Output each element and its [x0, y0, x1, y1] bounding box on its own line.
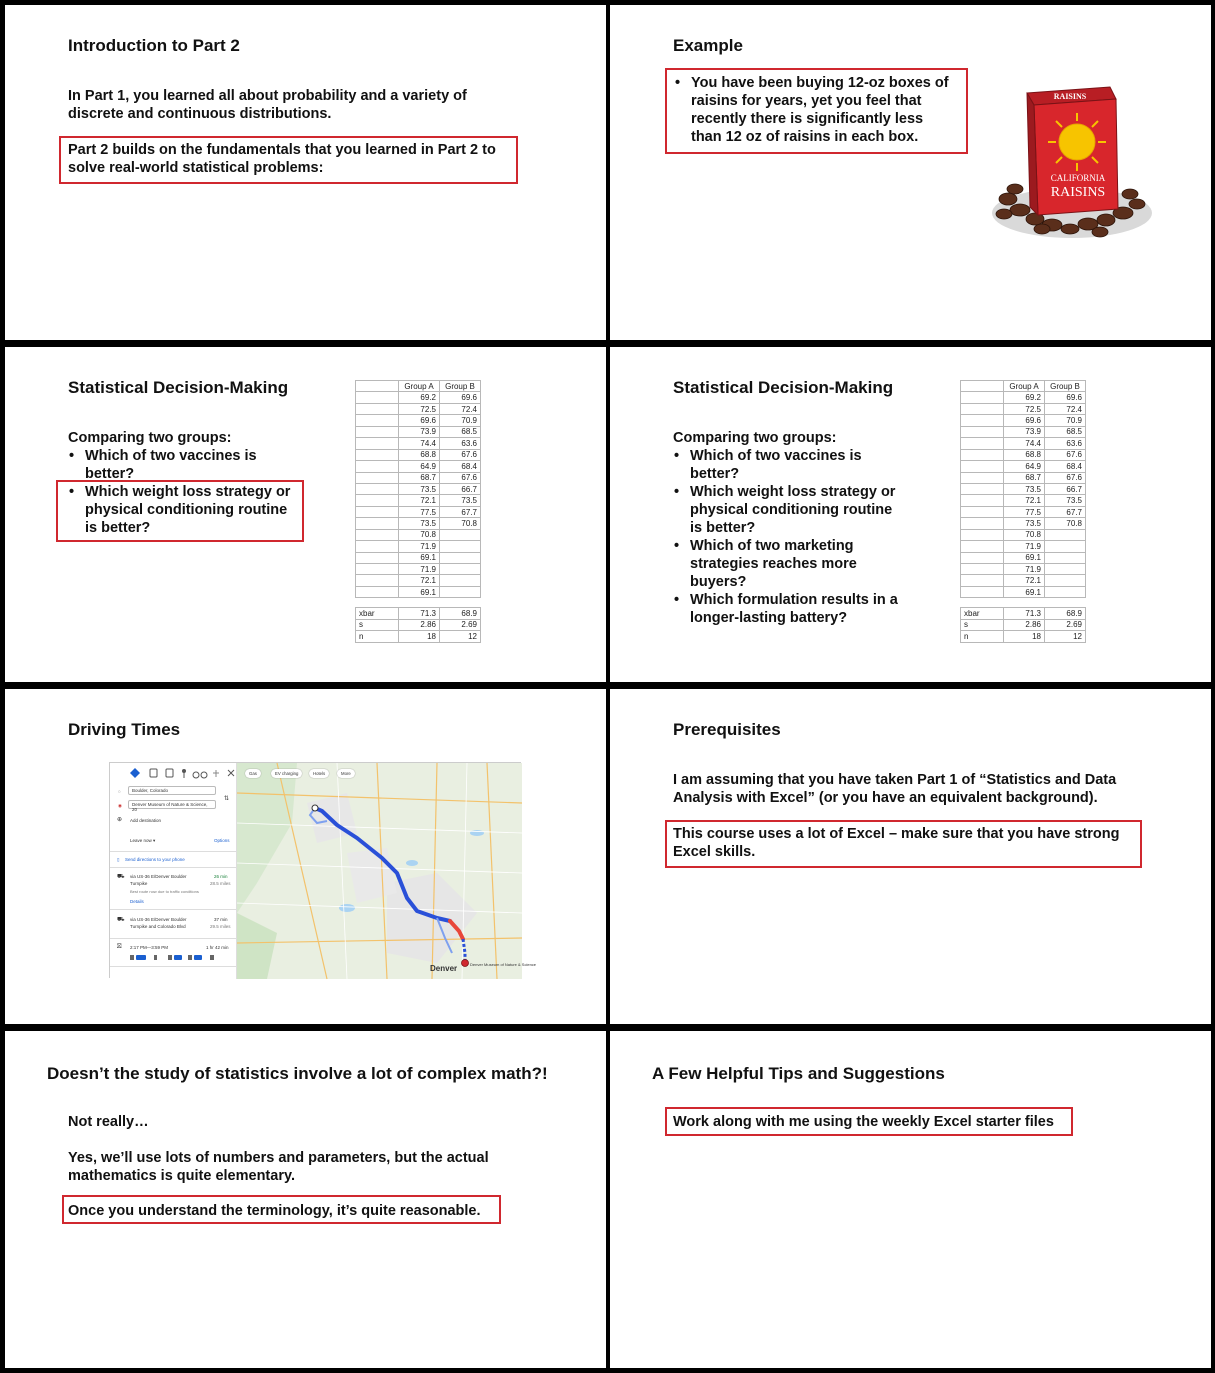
car-icon: ⛟ [117, 917, 125, 923]
table-header-row [356, 381, 481, 392]
table-row [961, 438, 1086, 449]
slide-title: Introduction to Part 2 [68, 36, 240, 55]
table-row [961, 575, 1086, 586]
table-cell: 67.6 [1045, 449, 1086, 460]
table-cell: s [961, 619, 1004, 630]
divider [110, 909, 237, 910]
table-cell: 73.5 [440, 495, 481, 506]
origin-input[interactable]: Boulder, Colorado [128, 786, 216, 795]
table-cell: 68.5 [1045, 426, 1086, 437]
table-cell [440, 552, 481, 563]
table-cell [356, 518, 399, 529]
bullet-line: is better? [690, 520, 756, 536]
table-cell [440, 529, 481, 540]
table-cell: 73.9 [1004, 426, 1045, 437]
details-link[interactable]: Details [130, 899, 144, 904]
slide-title: Prerequisites [673, 720, 781, 739]
bullet-line: recently there is significantly less [691, 111, 924, 127]
add-destination-link[interactable]: Add destination [130, 818, 162, 823]
explanation-line: mathematics is quite elementary. [68, 1168, 295, 1184]
table-cell [356, 529, 399, 540]
table-row [961, 518, 1086, 529]
slide-title: Statistical Decision-Making [673, 378, 894, 397]
intro-text [68, 87, 467, 123]
slide-title: Statistical Decision-Making [68, 378, 289, 397]
table-cell: 70.8 [399, 529, 440, 540]
table-row [356, 438, 481, 449]
table-cell [440, 564, 481, 575]
data-table [960, 380, 1086, 643]
table-cell: 69.6 [1004, 415, 1045, 426]
table-cell: n [356, 631, 399, 642]
table-cell [356, 598, 399, 608]
transit-steps [130, 954, 230, 962]
table-cell [356, 495, 399, 506]
route1-time: 26 min [214, 874, 228, 879]
table-cell [1045, 552, 1086, 563]
swap-icon[interactable]: ⇅ [224, 796, 230, 802]
bullet-line: • Which formulation results in a [690, 592, 898, 608]
intro-line: discrete and continuous distributions. [68, 106, 332, 122]
bullet-line: physical conditioning routine [690, 502, 893, 518]
table-row [356, 541, 481, 552]
slide-driving-times[interactable] [5, 689, 606, 1024]
table-cell [356, 381, 399, 392]
table-cell [961, 483, 1004, 494]
table-row [961, 426, 1086, 437]
table-cell: 63.6 [1045, 438, 1086, 449]
bullet-line: physical conditioning routine [85, 502, 288, 518]
table-cell: 18 [399, 631, 440, 642]
table-stats-row [961, 619, 1086, 630]
box-brand-small: CALIFORNIA [1050, 173, 1106, 183]
table-cell: 68.7 [399, 472, 440, 483]
table-row [356, 403, 481, 414]
table-cell: 72.1 [1004, 575, 1045, 586]
table-cell [961, 586, 1004, 597]
table-stats-row [961, 631, 1086, 642]
highlighted-text [673, 825, 1119, 861]
table-cell [961, 575, 1004, 586]
table-cell: 66.7 [440, 483, 481, 494]
table-cell: 71.9 [1004, 564, 1045, 575]
comparison-intro: Comparing two groups: [68, 430, 232, 446]
table-row [356, 529, 481, 540]
send-directions-link[interactable]: Send directions to your phone [125, 857, 185, 862]
table-row [961, 472, 1086, 483]
bullet-item [68, 447, 290, 483]
table-cell: Group A [399, 381, 440, 392]
table-row [356, 483, 481, 494]
bullet-item [673, 537, 898, 591]
table-cell [356, 541, 399, 552]
table-row [961, 461, 1086, 472]
table-cell: 72.4 [440, 403, 481, 414]
highlighted-text: Work along with me using the weekly Excel starter files [673, 1114, 1054, 1130]
highlighted-line: This course uses a lot of Excel – make sure that you have strong [673, 826, 1120, 842]
slide-title: Driving Times [68, 720, 181, 739]
table-cell: 69.6 [1045, 392, 1086, 403]
table-cell [961, 381, 1004, 392]
example-bullets [674, 74, 949, 146]
route1-distance: 28.5 miles [210, 881, 231, 886]
table-cell [356, 426, 399, 437]
bullet-item [673, 591, 898, 627]
table-cell: 74.4 [399, 438, 440, 449]
table-cell: 73.5 [399, 518, 440, 529]
table-row [961, 495, 1086, 506]
table-cell: 69.1 [1004, 552, 1045, 563]
table-cell [440, 575, 481, 586]
table-cell: 66.7 [1045, 483, 1086, 494]
bullet-line: better? [85, 466, 135, 482]
table-cell [1045, 598, 1086, 608]
table-cell: 72.4 [1045, 403, 1086, 414]
table-cell: 73.9 [399, 426, 440, 437]
table-spacer-row [356, 598, 481, 608]
bullet-line: better? [690, 466, 740, 482]
comparison-intro: Comparing two groups: [673, 430, 837, 446]
map-view[interactable] [237, 763, 537, 979]
hotels-chip[interactable]: Hotels [309, 769, 329, 778]
table-cell: s [356, 619, 399, 630]
table-cell: 64.9 [1004, 461, 1045, 472]
table-row [356, 461, 481, 472]
bullet-line: buyers? [690, 574, 747, 590]
table-cell [1004, 598, 1045, 608]
transit-time[interactable]: 2:17 PM—3:59 PM [130, 945, 169, 950]
slide-complex-math[interactable] [5, 1031, 606, 1368]
table-cell: n [961, 631, 1004, 642]
table-cell [961, 403, 1004, 414]
leave-now-dropdown[interactable]: Leave now ▾ [130, 838, 156, 843]
table-cell: 12 [440, 631, 481, 642]
table-cell: 71.3 [1004, 608, 1045, 619]
table-cell: 69.2 [399, 392, 440, 403]
comparison-bullets [68, 447, 290, 537]
more-chip[interactable]: More [337, 769, 355, 778]
slide-title: Example [673, 36, 743, 55]
bullet-line: • Which weight loss strategy or [85, 484, 291, 500]
table-row [356, 506, 481, 517]
table-row [961, 415, 1086, 426]
table-cell: 77.5 [1004, 506, 1045, 517]
route2-label[interactable]: Turnpike and Colorado Blvd [130, 924, 186, 929]
table-cell: 77.5 [399, 506, 440, 517]
table-cell [1045, 541, 1086, 552]
slide-prerequisites[interactable] [610, 689, 1211, 1024]
bullet-line: strategies reaches more [690, 556, 857, 572]
table-stats-row [356, 619, 481, 630]
car-icon: ⛟ [117, 874, 125, 880]
bullet-item [68, 483, 290, 537]
table-cell [399, 598, 440, 608]
table-cell: 68.8 [399, 449, 440, 460]
table-cell: 69.6 [399, 415, 440, 426]
comparison-bullets [673, 447, 898, 627]
slide-decision-making-2[interactable] [610, 347, 1211, 682]
bullet-line: • Which of two vaccines is [690, 448, 862, 464]
table-cell [961, 449, 1004, 460]
add-destination-icon[interactable]: ⊕ [117, 817, 123, 823]
table-cell: 67.6 [1045, 472, 1086, 483]
table-row [356, 575, 481, 586]
transit-duration: 1 hr 42 min [206, 945, 229, 950]
route2-label[interactable]: via US-36 E/Denver Boulder [130, 917, 187, 922]
table-cell: 73.5 [399, 483, 440, 494]
table-cell [356, 483, 399, 494]
answer-text: Not really… [68, 1114, 149, 1130]
table-cell: 67.7 [1045, 506, 1086, 517]
table-cell: 73.5 [1045, 495, 1086, 506]
table-cell: 69.2 [1004, 392, 1045, 403]
table-cell [356, 472, 399, 483]
table-cell [356, 415, 399, 426]
table-cell [961, 518, 1004, 529]
table-row [961, 403, 1086, 414]
table-cell: 73.5 [1004, 483, 1045, 494]
table-cell: 70.8 [1045, 518, 1086, 529]
highlighted-line: Excel skills. [673, 844, 756, 860]
prerequisite-line: I am assuming that you have taken Part 1 of “Statistics and Data [673, 772, 1117, 788]
table-cell [961, 506, 1004, 517]
table-header-row [961, 381, 1086, 392]
table-cell: 72.5 [1004, 403, 1045, 414]
table-cell: 72.1 [1004, 495, 1045, 506]
gas-chip[interactable]: Gas [245, 769, 261, 778]
origin-dot-icon: ○ [118, 789, 121, 794]
bullet-line: • Which of two marketing [690, 538, 854, 554]
table-cell: 64.9 [399, 461, 440, 472]
table-cell [440, 586, 481, 597]
table-cell: 72.5 [399, 403, 440, 414]
map-screenshot [109, 762, 537, 978]
table-cell [1045, 564, 1086, 575]
table-cell: 2.86 [1004, 619, 1045, 630]
table-cell: 68.4 [440, 461, 481, 472]
table-row [356, 495, 481, 506]
table-cell [961, 392, 1004, 403]
table-cell [961, 438, 1004, 449]
table-cell: 72.1 [399, 495, 440, 506]
table-cell: 12 [1045, 631, 1086, 642]
table-row [356, 564, 481, 575]
table-cell: Group B [440, 381, 481, 392]
table-stats-row [356, 608, 481, 619]
table-cell [356, 552, 399, 563]
table-cell [961, 461, 1004, 472]
explanation-text [68, 1149, 489, 1185]
table-cell [961, 552, 1004, 563]
prerequisite-line: Analysis with Excel” (or you have an equivalent background). [673, 790, 1098, 806]
table-cell: 70.9 [440, 415, 481, 426]
table-row [356, 552, 481, 563]
table-stats-row [356, 631, 481, 642]
table-cell: 63.6 [440, 438, 481, 449]
table-cell: 2.86 [399, 619, 440, 630]
divider [110, 938, 237, 939]
table-cell [440, 598, 481, 608]
destination-pin-icon: ◉ [118, 803, 122, 808]
divider [110, 966, 237, 967]
table-cell: 68.4 [1045, 461, 1086, 472]
prerequisite-text [673, 771, 1116, 807]
table-row [356, 392, 481, 403]
table-cell [961, 426, 1004, 437]
table-cell [961, 472, 1004, 483]
box-brand-big: RAISINS [1050, 185, 1106, 200]
route2-time: 37 min [214, 917, 228, 922]
table-row [961, 541, 1086, 552]
bullet-line: • You have been buying 12-oz boxes of [691, 75, 949, 91]
table-cell [356, 392, 399, 403]
table-cell: 71.9 [399, 541, 440, 552]
options-link[interactable]: Options [214, 838, 230, 843]
table-cell [961, 598, 1004, 608]
map-canvas [237, 763, 537, 979]
table-row [961, 483, 1086, 494]
table-cell [356, 506, 399, 517]
bullet-line: raisins for years, yet you feel that [691, 93, 922, 109]
data-table [355, 380, 481, 643]
bullet-item [673, 447, 898, 483]
table-stats-row [961, 608, 1086, 619]
table-cell [961, 415, 1004, 426]
table-cell: 68.8 [1004, 449, 1045, 460]
explanation-line: Yes, we’ll use lots of numbers and parameters, but the actual [68, 1150, 489, 1166]
table-cell [440, 541, 481, 552]
table-row [356, 586, 481, 597]
table-cell: 73.5 [1004, 518, 1045, 529]
table-cell [961, 541, 1004, 552]
table-spacer-row [961, 598, 1086, 608]
table-cell [356, 438, 399, 449]
denver-city-label: Denver [430, 964, 458, 973]
table-cell: 72.1 [399, 575, 440, 586]
slide-decision-making-1[interactable] [5, 347, 606, 682]
slide-tips[interactable] [610, 1031, 1211, 1368]
table-row [961, 529, 1086, 540]
table-cell [961, 495, 1004, 506]
route1-label[interactable]: via US-36 E/Denver Boulder [130, 874, 187, 879]
slide-introduction[interactable] [5, 5, 606, 340]
table-cell: 69.1 [399, 586, 440, 597]
table-cell: 69.1 [399, 552, 440, 563]
table-cell: 69.1 [1004, 586, 1045, 597]
table-cell [356, 449, 399, 460]
table-row [356, 472, 481, 483]
table-row [356, 518, 481, 529]
table-row [961, 506, 1086, 517]
table-cell: 2.69 [440, 619, 481, 630]
table-cell: 67.6 [440, 472, 481, 483]
divider [110, 867, 237, 868]
phone-icon: ▯ [117, 857, 120, 862]
table-cell [356, 575, 399, 586]
slide-title: Doesn’t the study of statistics involve a lot of complex math?! [47, 1064, 548, 1083]
table-cell [961, 529, 1004, 540]
table-row [356, 426, 481, 437]
highlighted-text: Once you understand the terminology, it’s quite reasonable. [68, 1203, 481, 1219]
transit-icon: ⛝ [117, 944, 122, 950]
table-row [961, 392, 1086, 403]
destination-input[interactable]: Denver Museum of Nature & Science, 20 [128, 800, 216, 809]
table-cell: 71.9 [1004, 541, 1045, 552]
travel-mode-icons [128, 767, 238, 781]
table-cell: 70.9 [1045, 415, 1086, 426]
route1-label[interactable]: Turnpike [130, 881, 148, 886]
table-cell [356, 461, 399, 472]
table-cell: 2.69 [1045, 619, 1086, 630]
table-cell: 67.7 [440, 506, 481, 517]
table-row [356, 449, 481, 460]
bullet-line: • Which of two vaccines is [85, 448, 257, 464]
highlighted-line: Part 2 builds on the fundamentals that you learned in Part 2 to [68, 142, 496, 158]
slide-title: A Few Helpful Tips and Suggestions [652, 1064, 945, 1083]
highlighted-text [68, 141, 496, 177]
table-cell: xbar [961, 608, 1004, 619]
bullet-line: longer-lasting battery? [690, 610, 848, 626]
box-brand-top: RAISINS [1053, 92, 1087, 101]
table-cell: 68.7 [1004, 472, 1045, 483]
table-cell: Group A [1004, 381, 1045, 392]
table-cell: 68.5 [440, 426, 481, 437]
bullet-line: • Which weight loss strategy or [690, 484, 896, 500]
ev-charging-chip[interactable]: EV charging [271, 769, 302, 778]
bullet-line: than 12 oz of raisins in each box. [691, 129, 919, 145]
table-cell [1045, 575, 1086, 586]
highlighted-line: solve real-world statistical problems: [68, 160, 324, 176]
table-cell [356, 403, 399, 414]
table-cell [1045, 586, 1086, 597]
table-row [961, 449, 1086, 460]
intro-line: In Part 1, you learned all about probability and a variety of [68, 88, 467, 104]
table-row [961, 564, 1086, 575]
table-row [961, 586, 1086, 597]
table-cell: 70.8 [440, 518, 481, 529]
table-cell: xbar [356, 608, 399, 619]
route2-distance: 29.5 miles [210, 924, 231, 929]
table-cell: 69.6 [440, 392, 481, 403]
table-row [961, 552, 1086, 563]
bullet-line: is better? [85, 520, 151, 536]
table-cell: 70.8 [1004, 529, 1045, 540]
directions-panel [110, 763, 237, 979]
raisin-box-illustration [990, 79, 1160, 244]
table-cell [356, 586, 399, 597]
table-cell [1045, 529, 1086, 540]
table-cell: 71.3 [399, 608, 440, 619]
bullet-item [674, 74, 949, 146]
table-cell: 68.9 [1045, 608, 1086, 619]
divider [110, 851, 237, 852]
route1-note: Best route now due to traffic conditions [130, 889, 199, 894]
table-cell: 67.6 [440, 449, 481, 460]
table-cell [961, 564, 1004, 575]
slide-example[interactable] [610, 5, 1211, 340]
table-cell: 18 [1004, 631, 1045, 642]
table-cell: Group B [1045, 381, 1086, 392]
table-cell: 74.4 [1004, 438, 1045, 449]
table-cell: 71.9 [399, 564, 440, 575]
table-row [356, 415, 481, 426]
bullet-item [673, 483, 898, 537]
table-cell [356, 564, 399, 575]
table-cell: 68.9 [440, 608, 481, 619]
destination-map-label: Denver Museum of Nature & Science [470, 962, 537, 967]
